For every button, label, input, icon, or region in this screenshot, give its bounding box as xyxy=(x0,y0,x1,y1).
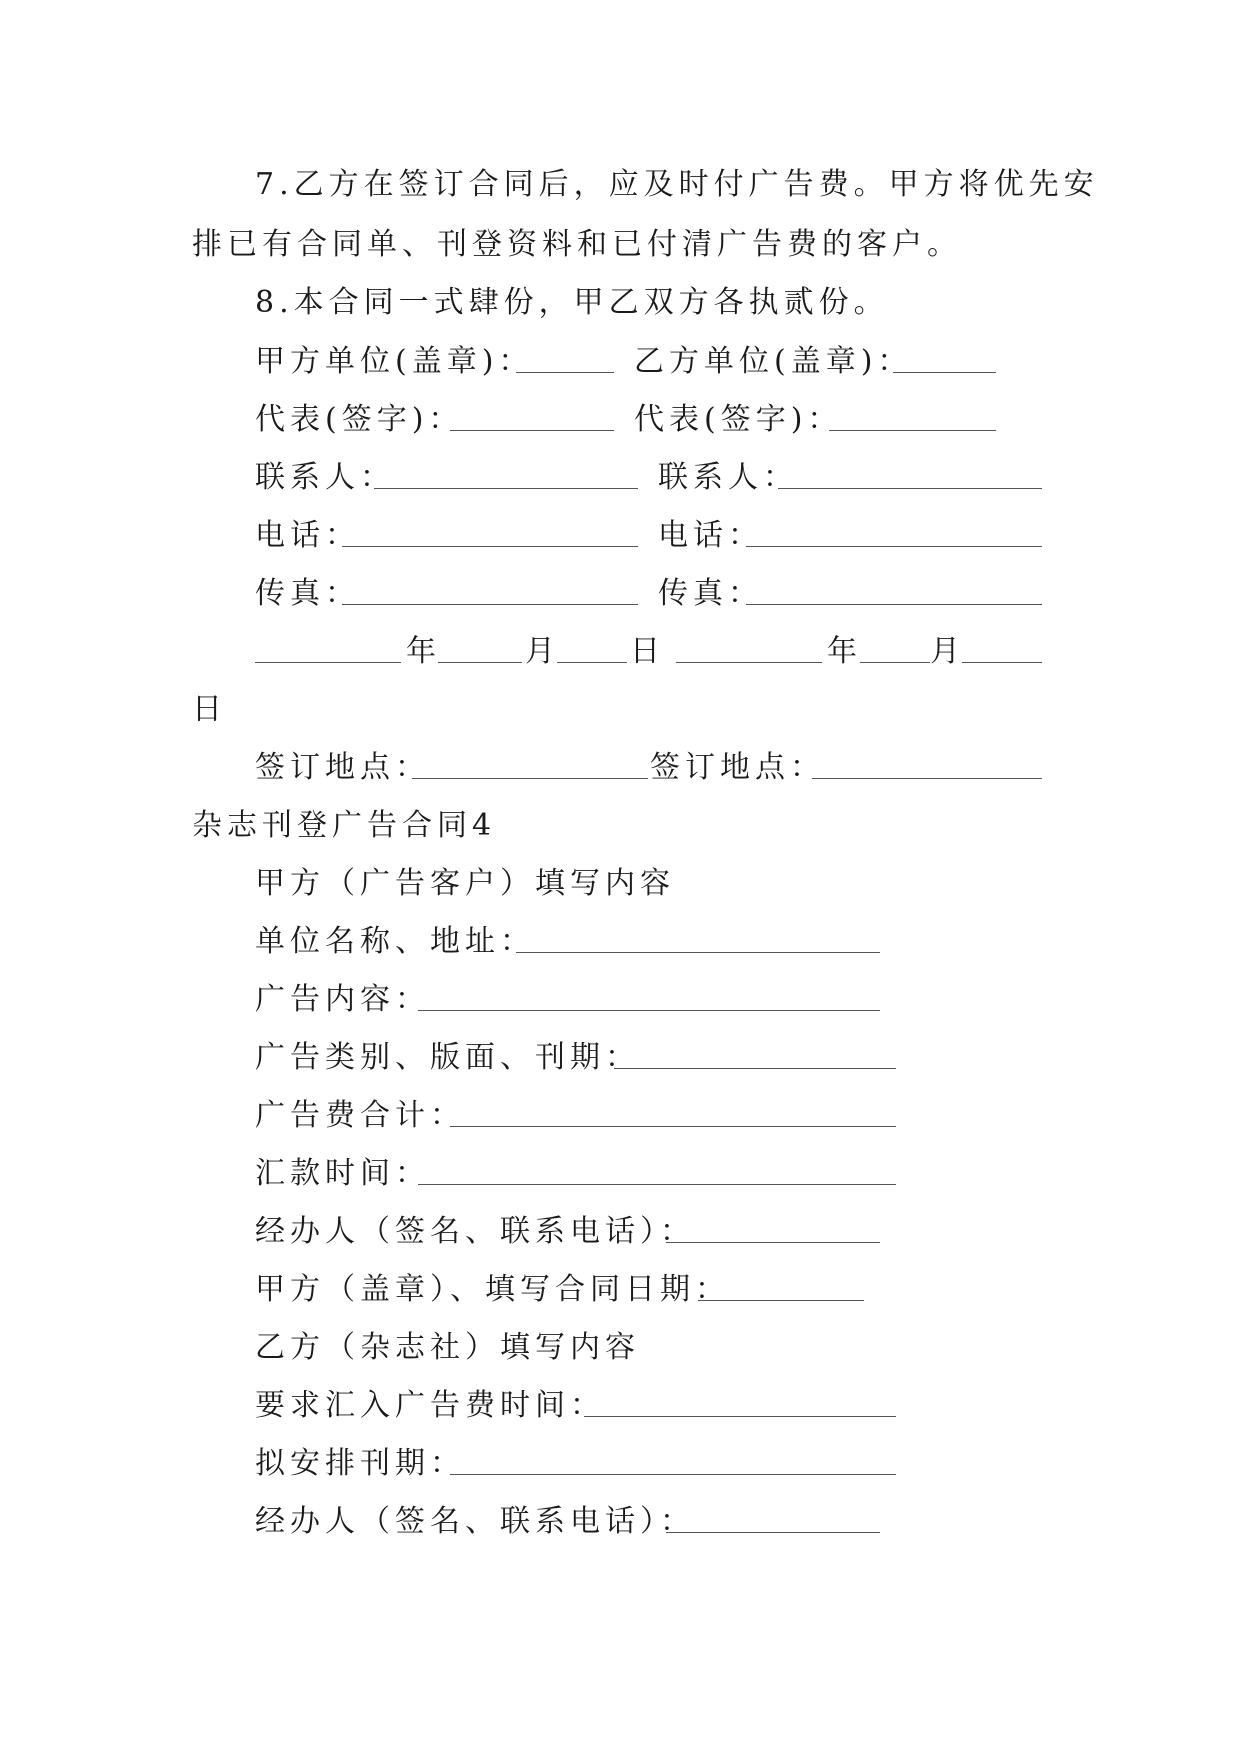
party-b-rep-label: 代表(签字)： xyxy=(634,402,843,437)
party-a-fax-label: 传真： xyxy=(255,576,360,611)
field-unit-name-address-label: 单位名称、地址： xyxy=(255,924,535,959)
party-a-day-blank[interactable] xyxy=(557,662,627,663)
field-ad-fee-total-label: 广告费合计： xyxy=(255,1098,465,1133)
field-ad-content-label: 广告内容： xyxy=(255,982,430,1017)
party-a-unit-blank[interactable] xyxy=(516,372,614,373)
party-a-month-blank[interactable] xyxy=(438,662,522,663)
party-b-day-label: 日 xyxy=(192,692,227,727)
clause-8: 8.本合同一式肆份，甲乙双方各执贰份。 xyxy=(255,285,889,320)
party-b-unit-label: 乙方单位(盖章)： xyxy=(634,344,913,379)
party-b-fill-heading: 乙方（杂志社）填写内容 xyxy=(255,1330,640,1365)
party-a-year-label: 年 xyxy=(406,634,441,669)
party-b-place-label: 签订地点： xyxy=(650,750,825,785)
field-required-remit-time-label: 要求汇入广告费时间： xyxy=(255,1388,605,1423)
party-a-rep-label: 代表(签字)： xyxy=(255,402,464,437)
field-ad-fee-total-blank[interactable] xyxy=(450,1126,896,1127)
field-required-remit-time-blank[interactable] xyxy=(584,1416,896,1417)
party-a-month-label: 月 xyxy=(525,634,560,669)
party-a-unit-label: 甲方单位(盖章)： xyxy=(255,344,534,379)
party-b-year-label: 年 xyxy=(827,634,862,669)
party-a-place-blank[interactable] xyxy=(412,778,648,779)
party-a-contact-label: 联系人： xyxy=(255,460,395,495)
party-b-month-label: 月 xyxy=(930,634,965,669)
party-a-fill-heading: 甲方（广告客户）填写内容 xyxy=(255,866,675,901)
party-b-fax-label: 传真： xyxy=(658,576,763,611)
party-b-contact-label: 联系人： xyxy=(658,460,798,495)
field-ad-category-label: 广告类别、版面、刊期： xyxy=(255,1040,640,1075)
party-a-place-label: 签订地点： xyxy=(255,750,430,785)
party-b-rep-blank[interactable] xyxy=(829,430,996,431)
party-a-fax-blank[interactable] xyxy=(342,604,638,605)
field-remit-time-label: 汇款时间： xyxy=(255,1156,430,1191)
party-b-phone-blank[interactable] xyxy=(746,546,1042,547)
field-remit-time-blank[interactable] xyxy=(418,1184,896,1185)
party-b-unit-blank[interactable] xyxy=(893,372,996,373)
party-b-day-blank[interactable] xyxy=(962,662,1042,663)
field-ad-category-blank[interactable] xyxy=(614,1068,896,1069)
clause-7-line-1: 7.乙方在签订合同后，应及时付广告费。甲方将优先安 xyxy=(255,167,1099,202)
field-ad-content-blank[interactable] xyxy=(418,1010,880,1011)
party-b-year-blank[interactable] xyxy=(676,662,822,663)
section-4-title: 杂志刊登广告合同4 xyxy=(192,808,497,843)
party-b-phone-label: 电话： xyxy=(658,518,763,553)
field-planned-issue-label: 拟安排刊期： xyxy=(255,1446,465,1481)
field-unit-name-address-blank[interactable] xyxy=(516,952,880,953)
party-a-year-blank[interactable] xyxy=(255,662,401,663)
party-b-contact-blank[interactable] xyxy=(778,488,1042,489)
field-planned-issue-blank[interactable] xyxy=(450,1474,896,1475)
field-handler-b-label: 经办人（签名、联系电话）： xyxy=(255,1504,695,1539)
party-a-phone-label: 电话： xyxy=(255,518,360,553)
party-a-phone-blank[interactable] xyxy=(342,546,638,547)
party-a-day-label: 日 xyxy=(630,634,665,669)
party-b-month-blank[interactable] xyxy=(860,662,930,663)
field-handler-a-label: 经办人（签名、联系电话）： xyxy=(255,1214,695,1249)
field-handler-b-blank[interactable] xyxy=(666,1532,880,1533)
party-a-contact-blank[interactable] xyxy=(374,488,638,489)
party-b-place-blank[interactable] xyxy=(812,778,1042,779)
field-handler-a-blank[interactable] xyxy=(666,1242,880,1243)
field-party-a-seal-date-label: 甲方（盖章）、填写合同日期： xyxy=(255,1272,730,1307)
clause-7-line-2: 排已有合同单、刊登资料和已付清广告费的客户。 xyxy=(192,227,962,262)
party-a-rep-blank[interactable] xyxy=(450,430,614,431)
field-party-a-seal-date-blank[interactable] xyxy=(698,1300,864,1301)
party-b-fax-blank[interactable] xyxy=(746,604,1042,605)
